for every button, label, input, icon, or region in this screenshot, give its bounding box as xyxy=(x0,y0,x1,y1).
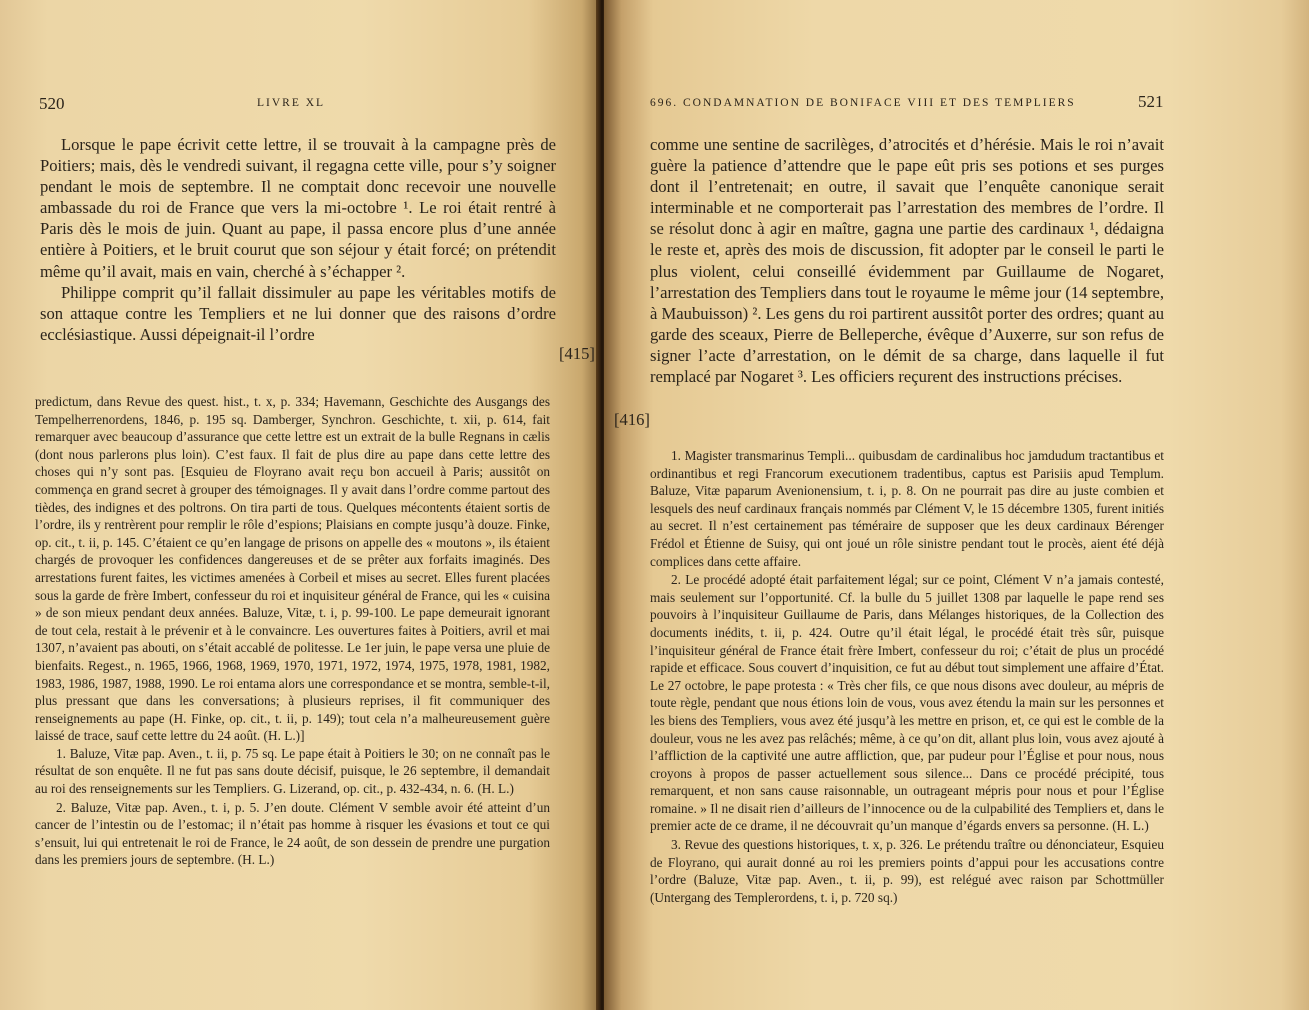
running-head: 696. CONDAMNATION DE BONIFACE VIII ET DES TEMPLIERS xyxy=(650,97,1076,109)
page-number: 521 xyxy=(1138,92,1164,111)
body-paragraph: Lorsque le pape écrivit cette lettre, il se trouvait à la campagne près de Poitiers; mais, dès le vendredi suivant, il regagna cette ville, pour s’y soigner pendant le mois de septembre. Il ne comptait donc recevoir une nouvelle ambassade du roi de France que vers la mi-octobre ¹. Le roi était rentré à Paris dès le mois de juin. Quant au pape, il passa encore plus d’une année entière à Poitiers, et le bruit courut que son séjour y était forcé; on prétendit même qu’il avait, mais en vain, cherché à s’échapper ². xyxy=(40,135,556,281)
body-paragraph: Philippe comprit qu’il fallait dissimuler au pape les véritables motifs de son attaque contre les Templiers et ne lui donner que des raisons d’ordre ecclésiastique. Aussi dépeignait-il l’ordre xyxy=(40,282,556,344)
right-body-text xyxy=(650,134,1164,387)
footnote: 2. Baluze, Vitæ pap. Aven., t. i, p. 5. J’en doute. Clément V semble avoir été atteint d’un cancer de l’intestin ou de l’estomac; il n’était pas homme à risquer les évasions et tout ce qui s’ensuit, lui qui entretenait le roi de France, le 24 août, de son dessein de prendre une purgation dans les premiers jours de septembre. (H. L.) xyxy=(35,799,550,868)
footnote: 1. Magister transmarinus Templi... quibusdam de cardinalibus hoc jamdudum tractantibus et ordinantibus et regi Francorum executionem tradentibus, captus est Parisiis apud Templum. Baluze, Vitæ paparum Avenionensium, t. i, p. 8. On ne pourrait pas dire au juste combien et lesquels des neuf cardinaux français nommés par Clément V, le 15 décembre 1305, furent initiés au secret. Il n’est certainement pas téméraire de supposer que les deux cardinaux Bérenger Frédol et Étienne de Suisy, qui ont joué un rôle sinistre pendant tout le procès, aient été déjà complices dans cette affaire. xyxy=(650,448,1164,569)
page-number: 520 xyxy=(39,94,65,113)
left-page xyxy=(0,0,600,1010)
left-footnotes xyxy=(35,393,550,869)
footnote: 3. Revue des questions historiques, t. x, p. 326. Le prétendu traître ou dénonciateur, Esquieu de Floyrano, qui aurait donné au roi les premiers points d’appui pour les accusations contre l’ordre (Baluze, Vitæ pap. Aven., t. ii, p. 99), est relégué avec raison par Schottmüller (Untergang des Templerordens, t. i, p. 720 sq.) xyxy=(650,837,1164,905)
margin-page-marker: [416] xyxy=(614,410,650,429)
right-footnotes xyxy=(650,447,1164,906)
margin-page-marker: [415] xyxy=(559,344,595,363)
footnote: predictum, dans Revue des quest. hist., t. x, p. 334; Havemann, Geschichte des Ausgangs des Tempelherrenordens, 1846, p. 195 sq. Damberger, Synchron. Geschichte, t. xii, p. 614, fait remarquer avec beaucoup d’assurance que cette lettre est un extrait de la bulle Regnans in cælis (dont nous parlerons plus loin). C’est faux. Il fait de plus dire au pape dans cette lettre des choses qui n’y sont pas. [Esquieu de Floyrano avait reçu bon accueil à Paris; aussitôt on commença en grand secret à grouper des témoignages. Il y avait dans l’ordre comme partout des tièdes, des indignes et des poltrons. On tira parti de tous. Quelques mécontents étaient sortis de l’ordre, ils y rentrèrent pour remplir le rôle d’espions; Plaisians en compte jusqu’à douze. Finke, op. cit., t. ii, p. 145. C’étaient ce qu’en langage de prisons on appelle des « moutons », ils étaient chargés de provoquer les confidences dangereuses et de se prêter aux forfaits imaginés. Des arrestations furent faites, les victimes amenées à Corbeil et mises au secret. Elles furent placées sous la garde de frère Imbert, confesseur du roi et inquisiteur général de France, qui les « cuisina » de son mieux pendant deux années. Baluze, Vitæ, t. i, p. 99-100. Le pape demeurait ignorant de tout cela, restait à le prévenir et à le convaincre. Les ouvertures faites à Poitiers, avril et mai 1307, n’avaient pas abouti, on s’était accablé de politesse. Le 1er juin, le pape versa une pluie de bienfaits. Regest., n. 1965, 1966, 1968, 1969, 1970, 1971, 1972, 1974, 1975, 1978, 1981, 1982, 1983, 1986, 1987, 1988, 1990. Le roi entama alors une correspondance et se montra, semble-t-il, plus pressant que dans les conversations; à plusieurs reprises, il fit communiquer des renseignements au pape (H. Finke, op. cit., t. ii, p. 149); tout cela n’a malheureusement guère laissé de trace, sauf cette lettre du 24 août. (H. L.)] xyxy=(35,394,550,744)
footnote: 2. Le procédé adopté était parfaitement légal; sur ce point, Clément V n’a jamais contesté, mais seulement sur l’opportunité. Cf. la bulle du 5 juillet 1308 par laquelle le pape rend ses pouvoirs à l’inquisiteur Guillaume de Paris, dans Mélanges historiques, de la Collection des documents inédits, t. ii, p. 424. Outre qu’il était légal, le procédé était très sûr, puisque l’inquisiteur général de France était frère Imbert, confesseur du roi; c’était de plus un procédé rapide et efficace. Sous couvert d’inquisition, ce fut au début tout simplement une affaire d’État. Le 27 octobre, le pape protesta : « Très cher fils, ce que nous disons avec douleur, au mépris de toute règle, pendant que nous étions loin de vous, vous avez étendu la main sur les personnes et les biens des Templiers, vous avez été jusqu’à les mettre en prison, et, ce qui est le comble de la douleur, vous ne les avez pas relâchés; même, à ce qu’on dit, allant plus loin, vous avez ajouté à l’affliction de la captivité une autre affliction, que, par pudeur pour l’Église et pour nous, nous croyons à propos de passer actuellement sous silence... Dans ce procédé précipité, tous remarquent, et non sans cause raisonnable, un outrageant mépris pour nous et pour l’Église romaine. » Il ne disait rien d’ailleurs de l’innocence ou de la culpabilité des Templiers et, dans le premier acte de ce drame, il ne découvrait qu’un manque d’égards envers sa personne. (H. L.) xyxy=(650,572,1164,834)
running-head: LIVRE XL xyxy=(257,97,326,109)
footnote: 1. Baluze, Vitæ pap. Aven., t. ii, p. 75 sq. Le pape était à Poitiers le 30; on ne connaît pas le résultat de son enquête. Il ne fut pas sans doute décisif, puisque, le 26 septembre, il demandait au roi des renseignements sur les Templiers. G. Lizerand, op. cit., p. 432-434, n. 6. (H. L.) xyxy=(35,745,550,797)
left-body-text xyxy=(40,134,556,345)
body-paragraph: comme une sentine de sacrilèges, d’atrocités et d’hérésie. Mais le roi n’avait guère la patience d’attendre que le pape eût pris ses potions et ses purges dont il l’entretenait; en outre, il savait que l’enquête canonique serait interminable et ne comporterait pas l’arrestation des membres de l’ordre. Il se résolut donc à agir en maître, gagna une partie des cardinaux ¹, dédaigna le reste et, après des mois de discussion, fit adopter par le conseil le parti le plus violent, celui conseillé évidemment par Guillaume de Nogaret, l’arrestation des Templiers dans tout le royaume le même jour (14 septembre, à Maubuisson) ². Les gens du roi partirent aussitôt porter des ordres; quant au garde des sceaux, Pierre de Belleperche, évêque d’Auxerre, sur son refus de signer l’acte d’arrestation, on le démit de sa charge, dans laquelle il fut remplacé par Nogaret ³. Les officiers reçurent des instructions précises. xyxy=(650,135,1164,387)
right-page xyxy=(604,0,1309,1010)
left-page-header xyxy=(39,94,326,114)
